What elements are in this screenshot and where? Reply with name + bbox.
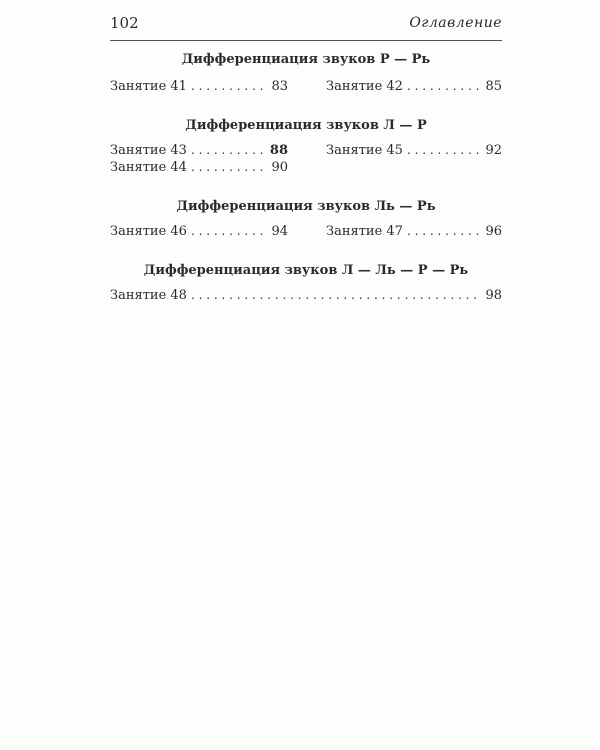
toc-entry-page: 85	[485, 79, 502, 94]
toc-entry-page: 83	[271, 79, 288, 94]
dot-leader	[407, 143, 482, 157]
dot-leader	[191, 160, 268, 174]
toc-entry-page: 96	[485, 224, 502, 239]
toc-entry[interactable]	[326, 143, 502, 161]
toc-entry-label: Занятие 48	[110, 288, 187, 303]
toc-entry-label: Занятие 44	[110, 160, 187, 175]
toc-entry-label: Занятие 46	[110, 224, 187, 239]
toc-entry[interactable]	[326, 79, 502, 97]
header-divider	[110, 40, 502, 41]
toc-entry-label: Занятие 47	[326, 224, 403, 239]
toc-entry-page: 94	[271, 224, 288, 239]
dot-leader	[407, 79, 482, 93]
section-title: Дифференциация звуков Ль — Рь	[176, 199, 436, 214]
toc-entry-page: 88	[269, 143, 288, 158]
toc-entry[interactable]	[110, 288, 502, 306]
running-head: Оглавление	[409, 15, 502, 31]
toc-entry-label: Занятие 43	[110, 143, 187, 158]
toc-entry-label: Занятие 41	[110, 79, 187, 94]
section-title: Дифференциация звуков Л — Ль — Р — Рь	[143, 263, 469, 278]
toc-entry[interactable]	[110, 143, 288, 161]
toc-entry-page: 92	[485, 143, 502, 158]
toc-entry[interactable]	[110, 160, 288, 178]
dot-leader	[191, 288, 482, 302]
page-header	[110, 14, 502, 38]
section-title: Дифференциация звуков Р — Рь	[181, 52, 431, 67]
toc-entry[interactable]	[110, 79, 288, 97]
page-number: 102	[110, 14, 139, 32]
dot-leader	[191, 79, 268, 93]
section-title: Дифференциация звуков Л — Р	[185, 118, 427, 133]
dot-leader	[407, 224, 482, 238]
dot-leader	[191, 224, 268, 238]
toc-entry-label: Занятие 42	[326, 79, 403, 94]
toc-entry[interactable]	[326, 224, 502, 242]
dot-leader	[191, 143, 266, 157]
toc-entry-page: 90	[271, 160, 288, 175]
toc-entry-page: 98	[485, 288, 502, 303]
toc-entry[interactable]	[110, 224, 288, 242]
toc-entry-label: Занятие 45	[326, 143, 403, 158]
